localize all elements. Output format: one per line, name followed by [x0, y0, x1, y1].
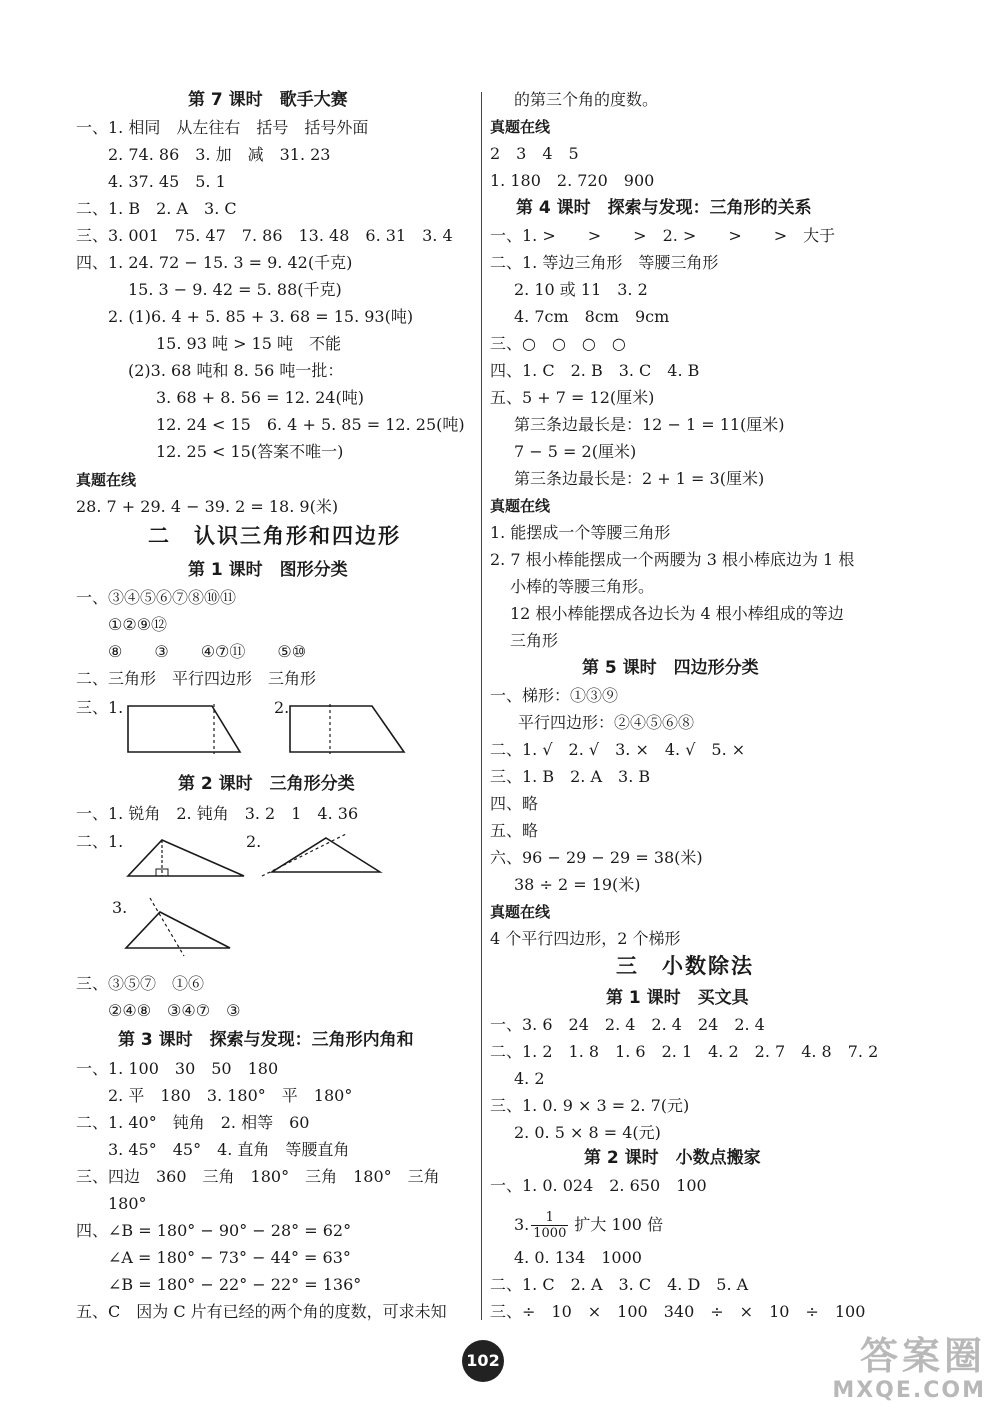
- fraction-prefix: 3.: [514, 1215, 530, 1234]
- answer-line: 3. 45° 45° 4. 直角 等腰直角: [108, 1140, 350, 1159]
- answer-line: 四、略: [490, 794, 539, 813]
- answer-line: 五、略: [490, 821, 539, 840]
- answer-line: 一、③④⑤⑥⑦⑧⑩⑪: [76, 588, 237, 607]
- answer-line: 三、○ ○ ○ ○: [490, 334, 626, 353]
- fraction-suffix: 扩大 100 倍: [574, 1215, 664, 1234]
- answer-line: 三、1. B 2. A 3. B: [490, 767, 651, 786]
- fraction-numerator: 1: [531, 1210, 568, 1226]
- watermark-url: MXQE.COM: [832, 1378, 986, 1403]
- answer-line: 二、1. √ 2. √ 3. × 4. √ 5. ×: [490, 740, 746, 759]
- answer-line: 2. 7 根小棒能摆成一个两腰为 3 根小棒底边为 1 根: [490, 550, 855, 569]
- trapezoid-figure-2: [290, 704, 410, 756]
- answer-line: 三角形: [510, 631, 559, 650]
- answer-line: 1. 能摆成一个等腰三角形: [490, 523, 671, 542]
- column-divider: [481, 92, 482, 1320]
- answer-line: 2. 平 180 3. 180° 平 180°: [108, 1086, 353, 1105]
- lesson-2-title: 第 2 课时 三角形分类: [178, 774, 355, 794]
- answer-line: 平行四边形：②④⑤⑥⑧: [518, 713, 695, 732]
- answer-line: ②④⑧ ③④⑦ ③: [108, 1001, 241, 1020]
- answer-line: 12. 24 < 15 6. 4 + 5. 85 = 12. 25(吨): [156, 415, 465, 434]
- answer-line: 一、1. 相同 从左往右 括号 括号外面: [76, 118, 369, 137]
- answer-line: 第三条边最长是：2 + 1 = 3(厘米): [514, 469, 765, 488]
- zhenti-title: 真题在线: [76, 471, 137, 489]
- answer-line: 12. 25 < 15(答案不唯一): [156, 442, 344, 461]
- question-label: 2.: [274, 698, 290, 717]
- question-label: 三、1.: [76, 698, 124, 717]
- answer-line: 第三条边最长是：12 − 1 = 11(厘米): [514, 415, 785, 434]
- answer-line: 二、1. C 2. A 3. C 4. D 5. A: [490, 1275, 749, 1294]
- answer-line: 四、∠B = 180° − 90° − 28° = 62°: [76, 1221, 352, 1240]
- lesson-3-title: 第 3 课时 探索与发现：三角形内角和: [118, 1030, 414, 1050]
- answer-line: 一、3. 6 24 2. 4 2. 4 24 2. 4: [490, 1015, 765, 1034]
- answer-line: ∠B = 180° − 22° − 22° = 136°: [108, 1275, 362, 1294]
- answer-line: (2)3. 68 吨和 8. 56 吨一批：: [128, 361, 344, 380]
- answer-line: ①②⑨⑫: [108, 615, 168, 634]
- answer-line: 一、梯形：①③⑨: [490, 686, 619, 705]
- answer-line: 28. 7 + 29. 4 − 39. 2 = 18. 9(米): [76, 497, 339, 516]
- answer-line: 15. 3 − 9. 42 = 5. 88(千克): [128, 280, 342, 299]
- lesson-6-title: 第 1 课时 买文具: [606, 988, 749, 1008]
- unit-3-title: 三 小数除法: [616, 954, 754, 978]
- answer-line: 五、5 + 7 = 12(厘米): [490, 388, 655, 407]
- answer-line: 2. 0. 5 × 8 = 4(元): [514, 1123, 661, 1142]
- lesson-4-title: 第 4 课时 探索与发现：三角形的关系: [516, 198, 812, 218]
- answer-line: ∠A = 180° − 73° − 44° = 63°: [108, 1248, 351, 1267]
- answer-line: 的第三个角的度数。: [514, 90, 659, 109]
- answer-line: 二、三角形 平行四边形 三角形: [76, 669, 317, 688]
- zhenti-title: 真题在线: [490, 903, 551, 921]
- triangle-figure-1: [128, 838, 248, 886]
- answer-line: 15. 93 吨 > 15 吨 不能: [156, 334, 342, 353]
- answer-line: 四、1. C 2. B 3. C 4. B: [490, 361, 700, 380]
- fraction: [531, 1210, 568, 1241]
- lesson-7b-title: 第 2 课时 小数点搬家: [584, 1148, 761, 1168]
- watermark-text: 答案圈: [859, 1334, 986, 1378]
- answer-line: 1. 180 2. 720 900: [490, 171, 655, 190]
- answer-line: 4. 7cm 8cm 9cm: [514, 307, 670, 326]
- answer-line: ⑧ ③ ④⑦⑪ ⑤⑩: [108, 642, 307, 661]
- answer-line: 180°: [108, 1194, 147, 1213]
- zhenti-title: 真题在线: [490, 118, 551, 136]
- lesson-1-title: 第 1 课时 图形分类: [188, 560, 348, 580]
- answer-line: 三、四边 360 三角 180° 三角 180° 三角: [76, 1167, 440, 1186]
- answer-line: 一、1. 锐角 2. 钝角 3. 2 1 4. 36: [76, 804, 359, 823]
- answer-line: 一、1. 0. 024 2. 650 100: [490, 1176, 707, 1195]
- answer-line: 4. 37. 45 5. 1: [108, 172, 226, 191]
- question-label: 3.: [112, 898, 128, 917]
- question-label: 二、1.: [76, 832, 124, 851]
- page-number: 102: [462, 1340, 504, 1382]
- answer-line: 四、1. 24. 72 − 15. 3 = 9. 42(千克): [76, 253, 353, 272]
- triangle-figure-3: [126, 896, 236, 956]
- answer-line: 二、1. 等边三角形 等腰三角形: [490, 253, 719, 272]
- answer-line: 三、1. 0. 9 × 3 = 2. 7(元): [490, 1096, 690, 1115]
- answer-line: 38 ÷ 2 = 19(米): [514, 875, 641, 894]
- answer-line: 4 个平行四边形，2 个梯形: [490, 929, 681, 948]
- answer-line: 一、1. > > > 2. > > > 大于: [490, 226, 836, 245]
- answer-line: 二、1. 40° 钝角 2. 相等 60: [76, 1113, 310, 1132]
- answer-line: 三、③⑤⑦ ①⑥: [76, 974, 205, 993]
- answer-line: 2. 74. 86 3. 加 减 31. 23: [108, 145, 331, 164]
- question-label: 2.: [246, 832, 262, 851]
- answer-line: 12 根小棒能摆成各边长为 4 根小棒组成的等边: [510, 604, 844, 623]
- answer-line: 五、C 因为 C 片有已经的两个角的度数，可求未知: [76, 1302, 447, 1321]
- trapezoid-figure-1: [128, 704, 248, 756]
- lesson-5-title: 第 5 课时 四边形分类: [582, 658, 759, 678]
- watermark-logo: [832, 1334, 986, 1404]
- answer-line: 2. (1)6. 4 + 5. 85 + 3. 68 = 15. 93(吨): [108, 307, 414, 326]
- lesson-7-title: 第 7 课时 歌手大赛: [188, 90, 348, 110]
- answer-line: 三、÷ 10 × 100 340 ÷ × 10 ÷ 100: [490, 1302, 866, 1321]
- answer-line: 一、1. 100 30 50 180: [76, 1059, 279, 1078]
- answer-line: 小棒的等腰三角形。: [510, 577, 655, 596]
- answer-line: 六、96 − 29 − 29 = 38(米): [490, 848, 703, 867]
- triangle-figure-2: [262, 834, 392, 882]
- fraction-denominator: 1000: [533, 1226, 567, 1241]
- answer-line: 4. 2: [514, 1069, 545, 1088]
- answer-line: 二、1. 2 1. 8 1. 6 2. 1 4. 2 2. 7 4. 8 7. 2: [490, 1042, 879, 1061]
- unit-2-title: 二 认识三角形和四边形: [148, 524, 401, 548]
- answer-line: 3. 68 + 8. 56 = 12. 24(吨): [156, 388, 364, 407]
- answer-line: 2 3 4 5: [490, 144, 579, 163]
- answer-line: 二、1. B 2. A 3. C: [76, 199, 237, 218]
- fraction-line: [514, 1208, 663, 1242]
- answer-line: 4. 0. 134 1000: [514, 1248, 642, 1267]
- answer-line: 7 − 5 = 2(厘米): [514, 442, 637, 461]
- answer-line: 三、3. 001 75. 47 7. 86 13. 48 6. 31 3. 4: [76, 226, 453, 245]
- answer-line: 2. 10 或 11 3. 2: [514, 280, 648, 299]
- zhenti-title: 真题在线: [490, 497, 551, 515]
